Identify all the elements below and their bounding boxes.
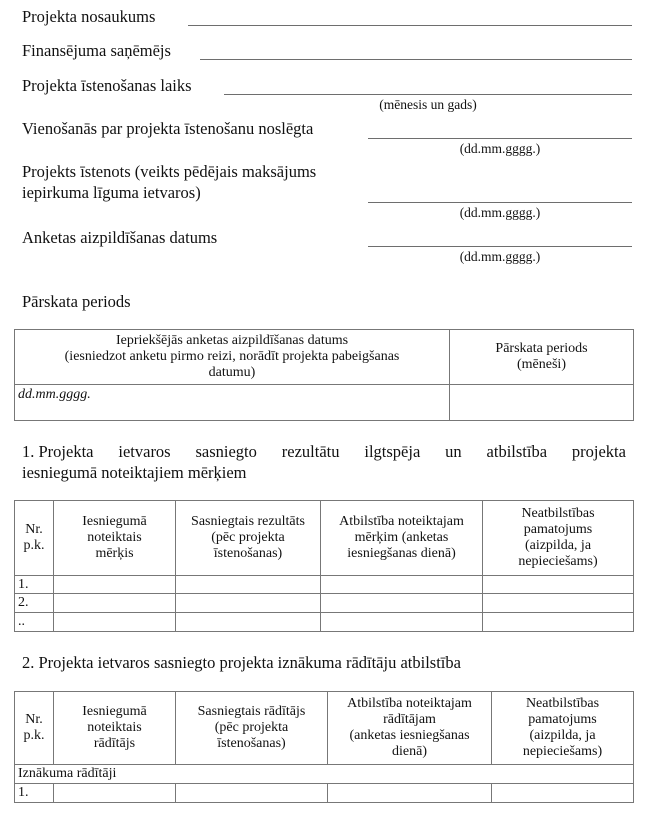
recipient-label: Finansējuma saņēmējs bbox=[22, 41, 171, 60]
indicator-compliance-header: Atbilstība noteiktajam rādītājam (anketas iesniegšanas dienā) bbox=[328, 692, 492, 765]
agreement-signed-hint: (dd.mm.gggg.) bbox=[459, 141, 541, 156]
project-name-label: Projekta nosaukums bbox=[22, 7, 156, 26]
table-header-row bbox=[15, 501, 634, 576]
goal-cell[interactable] bbox=[54, 576, 176, 594]
form-date-hint: (dd.mm.gggg.) bbox=[459, 249, 541, 264]
row-number: 1. bbox=[15, 784, 54, 803]
reporting-period-heading: Pārskata periods bbox=[22, 292, 131, 311]
achieved-indicator-header: Sasniegtais rādītājs (pēc projekta īstenošanas) bbox=[176, 692, 328, 765]
table-row bbox=[15, 594, 634, 613]
previous-form-date-header: Iepriekšējās anketas aizpildīšanas datums (iesniedzot anketu pirmo reizi, norādīt projekta pabeigšanas datumu) bbox=[15, 330, 450, 385]
result-cell[interactable] bbox=[176, 576, 321, 594]
agreement-signed-date-field[interactable] bbox=[368, 138, 632, 139]
reporting-period-table bbox=[14, 329, 634, 421]
justification-cell[interactable] bbox=[483, 594, 634, 613]
goal-compliance-header: Atbilstība noteiktajam mērķim (anketas iesniegšanas dienā) bbox=[321, 501, 483, 576]
section1-title bbox=[22, 441, 626, 483]
table-row bbox=[15, 613, 634, 632]
compliance-cell[interactable] bbox=[321, 576, 483, 594]
non-compliance-justification-header: Neatbilstības pamatojums (aizpilda, ja nepieciešams) bbox=[492, 692, 634, 765]
recipient-field[interactable] bbox=[200, 59, 632, 60]
row-number: 2. bbox=[15, 594, 54, 613]
group-row bbox=[15, 765, 634, 784]
achieved-result-header: Sasniegtais rezultāts (pēc projekta īstenošanas) bbox=[176, 501, 321, 576]
project-completed-date-field[interactable] bbox=[368, 202, 632, 203]
planned-goal-header: Iesniegumā noteiktais mērķis bbox=[54, 501, 176, 576]
compliance-cell[interactable] bbox=[321, 594, 483, 613]
form-date-field[interactable] bbox=[368, 246, 632, 247]
justification-cell[interactable] bbox=[483, 576, 634, 594]
indicator-cell[interactable] bbox=[54, 784, 176, 803]
project-completed-label-line1: Projekts īstenots (veikts pēdējais maksājums bbox=[22, 162, 317, 181]
output-indicators-table bbox=[14, 691, 634, 803]
table-header-row bbox=[15, 330, 634, 385]
project-name-field[interactable] bbox=[188, 25, 632, 26]
implementation-time-label: Projekta īstenošanas laiks bbox=[22, 76, 192, 95]
agreement-signed-label: Vienošanās par projekta īstenošanu noslēgta bbox=[22, 119, 314, 138]
table-row bbox=[15, 385, 634, 421]
justification-cell[interactable] bbox=[483, 613, 634, 632]
goal-cell[interactable] bbox=[54, 613, 176, 632]
nr-header: Nr. p.k. bbox=[15, 501, 54, 576]
reporting-period-months-cell[interactable] bbox=[450, 385, 634, 421]
row-number: .. bbox=[15, 613, 54, 632]
implementation-time-hint: (mēnesis un gads) bbox=[379, 97, 477, 112]
reporting-period-months-header: Pārskata periods (mēneši) bbox=[450, 330, 634, 385]
goal-cell[interactable] bbox=[54, 594, 176, 613]
project-completed-label-line2: iepirkuma līguma ietvaros) bbox=[22, 183, 201, 202]
result-cell[interactable] bbox=[176, 613, 321, 632]
achieved-cell[interactable] bbox=[176, 784, 328, 803]
planned-indicator-header: Iesniegumā noteiktais rādītājs bbox=[54, 692, 176, 765]
row-number: 1. bbox=[15, 576, 54, 594]
form-date-label: Anketas aizpildīšanas datums bbox=[22, 228, 218, 247]
result-cell[interactable] bbox=[176, 594, 321, 613]
project-completed-hint: (dd.mm.gggg.) bbox=[459, 205, 541, 220]
output-indicators-group-label: Iznākuma rādītāji bbox=[15, 765, 634, 784]
justification-cell[interactable] bbox=[492, 784, 634, 803]
previous-form-date-cell[interactable]: dd.mm.gggg. bbox=[15, 385, 450, 421]
table-row bbox=[15, 576, 634, 594]
section1-title-line2: iesniegumā noteiktajiem mērķiem bbox=[22, 463, 247, 482]
compliance-cell[interactable] bbox=[321, 613, 483, 632]
nr-header: Nr. p.k. bbox=[15, 692, 54, 765]
compliance-cell[interactable] bbox=[328, 784, 492, 803]
implementation-time-field[interactable] bbox=[224, 94, 632, 95]
table-row bbox=[15, 784, 634, 803]
section1-title-line1: 1. Projekta ietvaros sasniegto rezultātu ilgtspēja un atbilstība projekta bbox=[22, 442, 626, 461]
results-sustainability-table bbox=[14, 500, 634, 632]
non-compliance-justification-header: Neatbilstības pamatojums (aizpilda, ja nepieciešams) bbox=[483, 501, 634, 576]
section2-title: 2. Projekta ietvaros sasniegto projekta iznākuma rādītāju atbilstība bbox=[22, 653, 461, 672]
table-header-row bbox=[15, 692, 634, 765]
